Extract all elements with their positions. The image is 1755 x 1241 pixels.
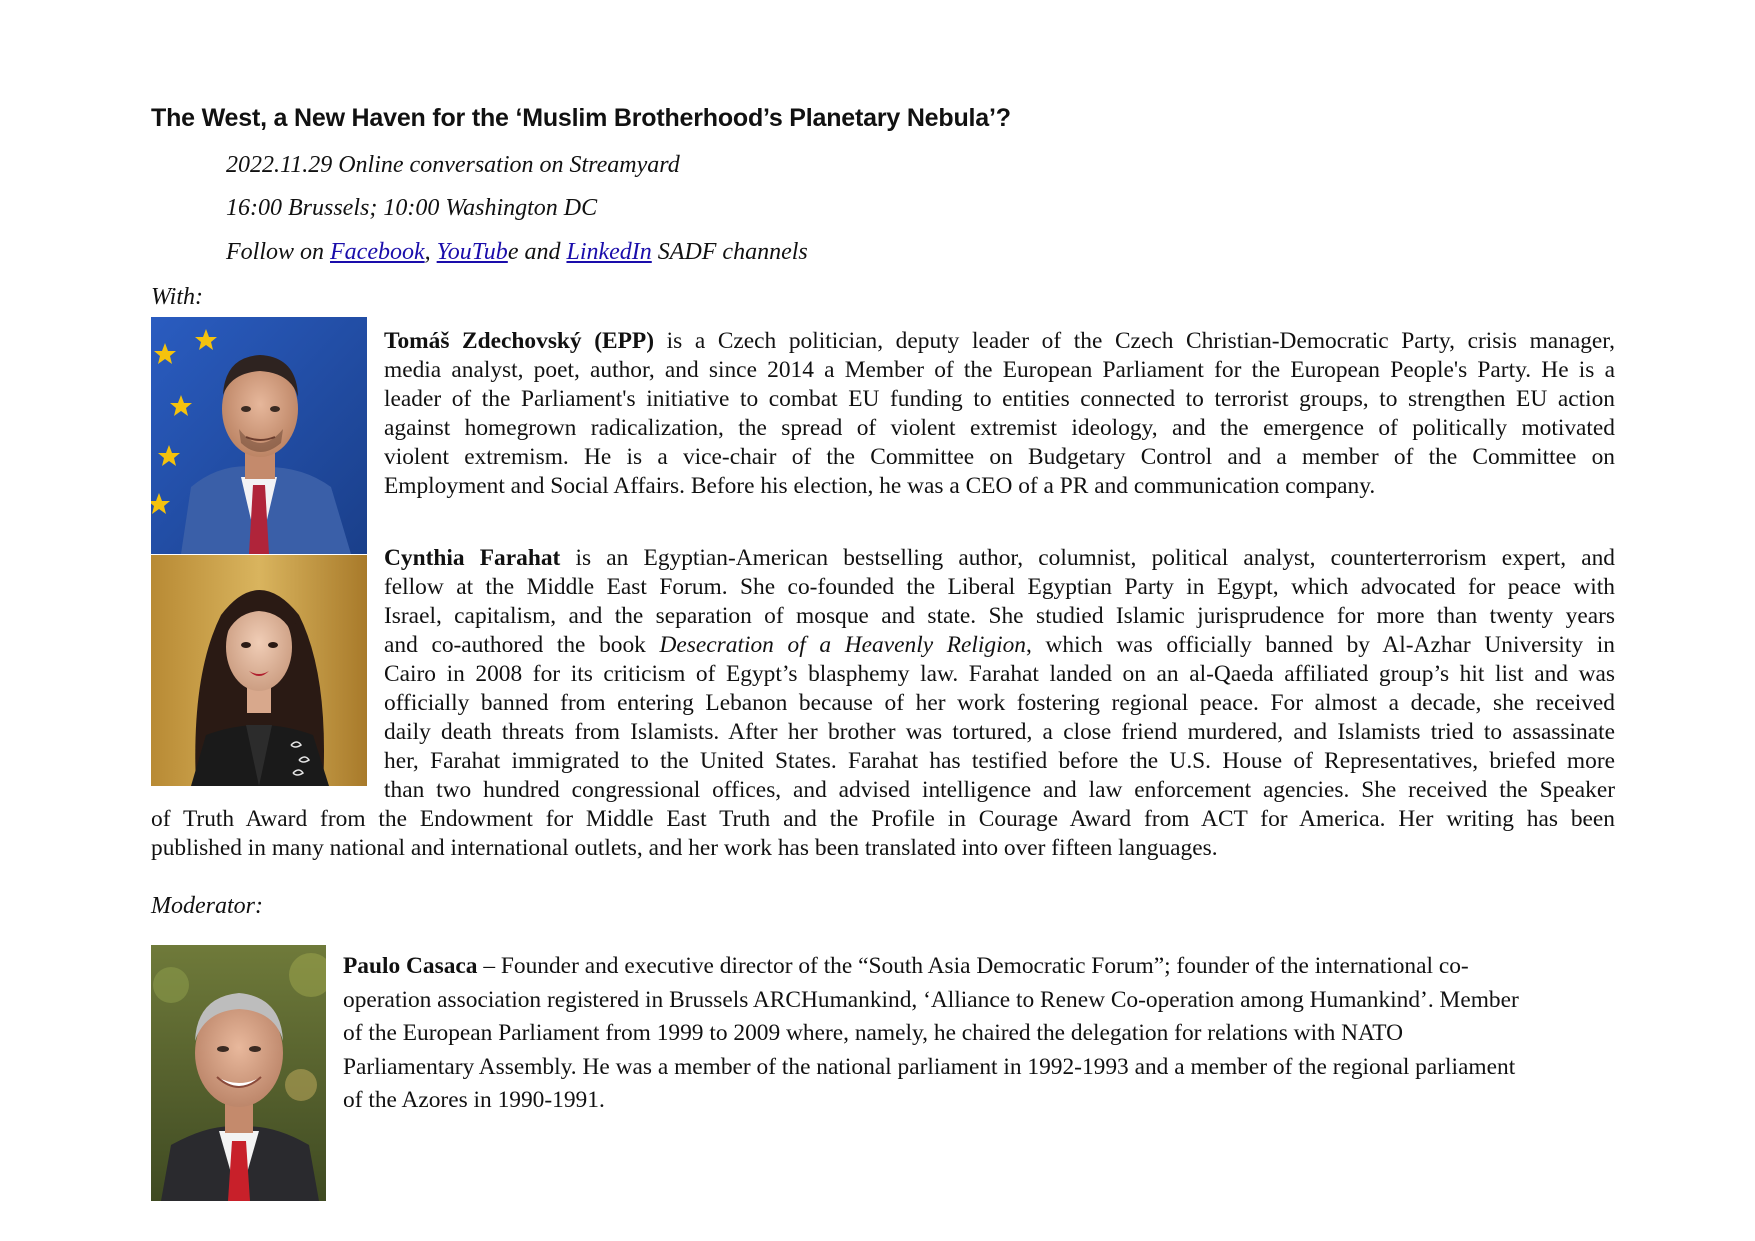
page-title: The West, a New Haven for the ‘Muslim Brotherhood’s Planetary Nebula’? [151,104,1011,132]
bio-line: her, Farahat immigrated to the United States. Farahat has testified before the U.S. House of Representatives, briefed more [384,748,1615,774]
bio-line: Paulo Casaca – Founder and executive director of the “South Asia Democratic Forum”; founder of the international co- [343,953,1469,979]
bio-line: officially banned from entering Lebanon because of her work fostering regional peace. For almost a decade, she received [384,690,1615,716]
bio-line: of the European Parliament from 1999 to 2009 where, namely, he chaired the delegation for relations with NATO [343,1020,1404,1046]
moderator-label: Moderator: [151,893,263,919]
speaker-name: Cynthia Farahat [384,545,561,571]
bio-line: violent extremism. He is a vice-chair of the Committee on Budgetary Control and a member of the Committee on [384,444,1615,470]
bio-line: fellow at the Middle East Forum. She co-founded the Liberal Egyptian Party in Egypt, which advocated for peace with [384,574,1615,600]
speaker-bio-farahat [384,544,1615,805]
event-date: 2022.11.29 Online conversation on Streamyard [226,152,680,178]
moderator-bio-casaca [343,950,1615,1118]
bio-line: leader of the Parliament's initiative to combat EU funding to entities connected to terrorist groups, to strengthen EU action [384,386,1615,412]
speaker-bio-zdechovsky [384,327,1615,501]
bio-line: operation association registered in Brussels ARCHumankind, ‘Alliance to Renew Co-operation among Humankind’. Member [343,986,1519,1013]
bio-line: of Truth Award from the Endowment for Middle East Truth and the Profile in Courage Award from ACT for America. Her writing has been [151,806,1615,832]
follow-comma: , [424,239,437,265]
bio-line: of the Azores in 1990-1991. [343,1087,605,1113]
book-title: Desecration of a Heavenly Religion [659,632,1026,658]
facebook-link[interactable]: Facebook [330,239,425,265]
event-time: 16:00 Brussels; 10:00 Washington DC [226,195,598,221]
bio-line: published in many national and international outlets, and her work has been translated into over fifteen languages. [151,835,1218,861]
speaker-photo-farahat [151,555,367,786]
youtube-tail: e and [507,239,567,265]
speaker-photo-zdechovsky [151,317,367,554]
moderator-name: Paulo Casaca [343,953,478,979]
speaker-bio-farahat-continued [151,805,1615,863]
bio-line: Cynthia Farahat is an Egyptian-American bestselling author, columnist, political analyst, counterterrorism expert, and [384,545,1615,571]
moderator-photo-casaca [151,945,326,1201]
youtube-link[interactable]: YouTub [436,239,508,265]
bio-line: Employment and Social Affairs. Before his election, he was a CEO of a PR and communication company. [384,473,1376,499]
event-follow-line [226,239,808,266]
bio-line: Cairo in 2008 for its criticism of Egypt’s blasphemy law. Farahat landed on an al-Qaeda affiliated group’s hit list and was [384,661,1615,687]
follow-suffix: SADF channels [651,239,808,265]
bio-line: and co-authored the book Desecration of a Heavenly Religion, which was officially banned by Al-Azhar University in [384,632,1615,658]
bio-line: Parliamentary Assembly. He was a member of the national parliament in 1992-1993 and a member of the regional parliament [343,1053,1516,1080]
bio-line: than two hundred congressional offices, and advised intelligence and law enforcement agencies. She received the Speaker [384,777,1615,803]
bio-line: Tomáš Zdechovský (EPP) is a Czech politician, deputy leader of the Czech Christian-Democratic Party, crisis manager, [384,328,1615,354]
bio-line: against homegrown radicalization, the spread of violent extremist ideology, and the emergence of politically motivated [384,415,1615,441]
bio-line: Israel, capitalism, and the separation of mosque and state. She studied Islamic jurisprudence for more than twenty years [384,603,1615,629]
bio-line: media analyst, poet, author, and since 2014 a Member of the European Parliament for the European People's Party. He is a [384,357,1615,383]
bio-line: daily death threats from Islamists. After her brother was tortured, a close friend murdered, and Islamists tried to assassinate [384,719,1615,745]
with-label: With: [151,284,203,310]
speaker-name: Tomáš Zdechovský (EPP) [384,328,654,354]
linkedin-link[interactable]: LinkedIn [566,239,652,265]
follow-prefix: Follow on [226,239,331,265]
